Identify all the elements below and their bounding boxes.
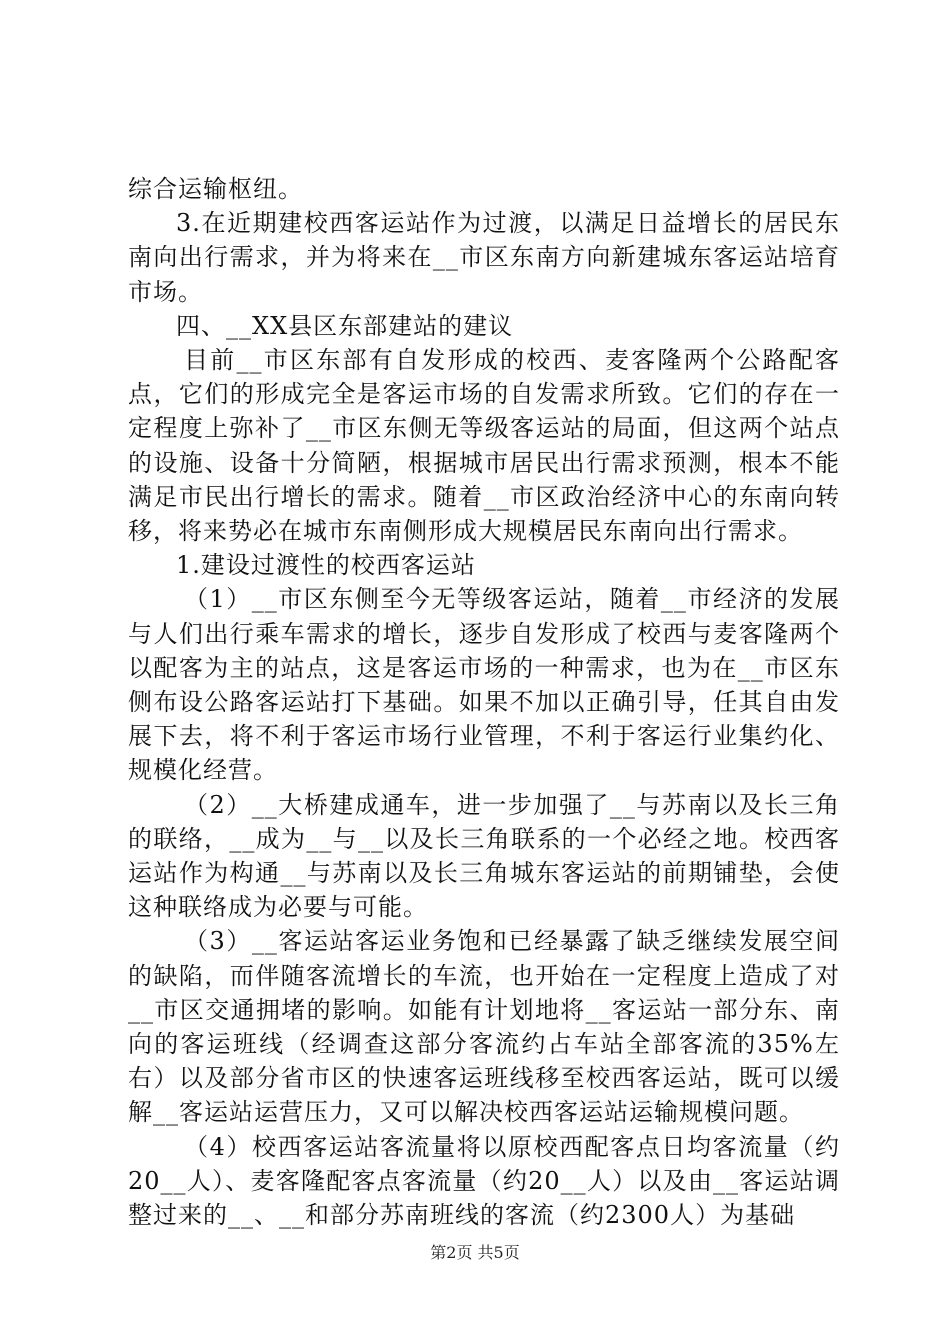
page-number-footer: 第2页 共5页	[430, 1243, 520, 1262]
paragraph-continuation: 综合运输枢纽。	[128, 175, 303, 203]
paragraph-point-1: （1）__市区东侧至今无等级客运站，随着__市经济的发展与人们出行乘车需求的增长，逐步自发形成了校西与麦客隆两个以配客为主的站点，这是客运市场的一种需求，也为在__市区东侧布设公路客运站打下基础。如果不加以正确引导，任其自由发展下去，将不利于客运市场行业管理，不利于客运行业集约化、规模化经营。	[128, 585, 840, 785]
paragraph-item-3: 3.在近期建校西客运站作为过渡，以满足日益增长的居民东南向出行需求，并为将来在__市区东南方向新建城东客运站培育市场。	[128, 209, 840, 306]
paragraph-east-stations: 目前__市区东部有自发形成的校西、麦客隆两个公路配客点，它们的形成完全是客运市场的自发需求所致。它们的存在一定程度上弥补了__市区东侧无等级客运站的局面，但这两个站点的设施、设备十分简陋，根据城市居民出行需求预测，根本不能满足市民出行增长的需求。随着__市区政治经济中心的东南向转移，将来势必在城市东南侧形成大规模居民东南向出行需求。	[128, 346, 840, 546]
paragraph-point-4: （4）校西客运站客流量将以原校西配客点日均客流量（约20__人）、麦客隆配客点客流量（约20__人）以及由__客运站调整过来的__、__和部分苏南班线的客流（约2300人）为基础	[128, 1132, 840, 1230]
subheading-1: 1.建设过渡性的校西客运站	[176, 551, 476, 580]
paragraph-point-3: （3）__客运站客运业务饱和已经暴露了缺乏继续发展空间的缺陷，而伴随客流增长的车流，也开始在一定程度上造成了对__市区交通拥堵的影响。如能有计划地将__客运站一部分东、南向的客运班线（经调查这部分客流约占车站全部客流的35%左右）以及部分省市区的快速客运班线移至校西客运站，既可以缓解__客运站运营压力，又可以解决校西客运站运输规模问题。	[128, 927, 840, 1127]
section-heading-4: 四、__XX县区东部建站的建议	[176, 311, 514, 340]
document-body	[128, 172, 840, 1232]
paragraph-point-2: （2）__大桥建成通车，进一步加强了__与苏南以及长三角的联络，__成为__与__以及长三角联系的一个必经之地。校西客运站作为构通__与苏南以及长三角城东客运站的前期铺垫，会使这种联络成为必要与可能。	[128, 790, 840, 922]
